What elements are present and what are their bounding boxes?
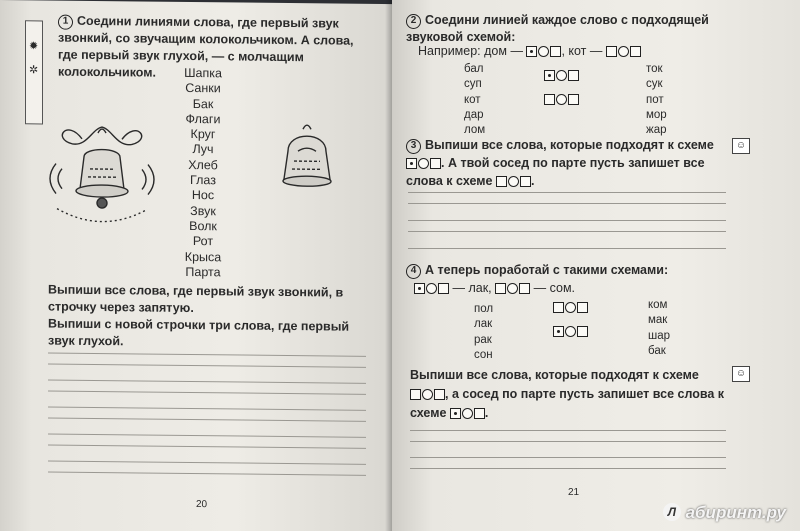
word-item: бак <box>648 344 666 357</box>
writing-line[interactable] <box>410 457 726 458</box>
silent-bell-illustration <box>272 121 342 194</box>
writing-line[interactable] <box>48 380 366 384</box>
example-b: — сом. <box>533 281 576 295</box>
word-item: Санки <box>185 81 221 96</box>
writing-line[interactable] <box>48 472 366 476</box>
scheme-square-circle-square <box>553 298 588 316</box>
task-4-body: А теперь поработай с такими схемами: <box>425 263 669 277</box>
word-item: ком <box>648 299 668 311</box>
pair-work-icon: ☺ <box>732 366 750 382</box>
task-2-right-words <box>646 62 686 138</box>
writing-line[interactable] <box>410 468 726 469</box>
writing-line[interactable] <box>48 364 366 368</box>
pair-work-icon: ☺ <box>732 138 750 154</box>
task-4-instruction <box>410 366 728 423</box>
word-item: Нос <box>191 188 215 203</box>
writing-line[interactable] <box>408 220 726 221</box>
watermark-text: абиринт.ру <box>685 503 786 522</box>
writing-line[interactable] <box>48 353 366 357</box>
word-item: суп <box>464 78 482 91</box>
bug-icon: ✲ <box>29 64 39 77</box>
scheme-square-circle-square <box>544 90 579 108</box>
word-item: Крыса <box>184 249 222 264</box>
word-item: Звук <box>190 203 216 218</box>
sun-icon: ✹ <box>29 40 39 53</box>
task-1-body: Соедини линиями слова, где первый звук звонкий, со звучащим колокольчиком. А слова, где первый звук глухой, — с молчащим колокольчиком. <box>58 13 354 80</box>
task-number: 4 <box>406 264 421 279</box>
task-4-instr-a: Выпиши все слова, которые подходят к схеме <box>410 368 699 382</box>
writing-line[interactable] <box>48 391 366 395</box>
scheme-dot-circle-square <box>450 408 485 419</box>
writing-line[interactable] <box>408 192 726 193</box>
page-number: 20 <box>196 499 208 511</box>
task-4-left-words <box>474 302 514 363</box>
ringing-bell-illustration <box>42 108 162 237</box>
example-a: — лак, <box>452 281 492 295</box>
scheme-square-circle-square <box>410 389 445 400</box>
words-list <box>168 66 238 281</box>
task-3-text <box>406 136 724 190</box>
scheme-dot-circle-square <box>553 322 588 340</box>
writing-line[interactable] <box>48 434 366 438</box>
word-item: мор <box>646 108 667 121</box>
scheme-dot-circle-square <box>544 66 579 84</box>
task-3-body-b: . А твой сосед по парте пусть запишет все слова к схеме <box>406 156 705 188</box>
task-3-body-a: Выпиши все слова, которые подходят к схеме <box>425 138 714 152</box>
scheme-square-circle-square <box>496 176 531 187</box>
page-number: 21 <box>568 487 580 498</box>
task-4-right-words <box>648 298 688 359</box>
example-prefix: Например: дом — <box>418 44 523 58</box>
side-icon-strip <box>25 20 43 124</box>
scheme-dot-circle-square <box>406 158 441 169</box>
left-page <box>0 0 392 531</box>
scheme-square-circle-square <box>495 283 530 294</box>
task-2-left-words <box>464 62 504 138</box>
word-item: Хлеб <box>188 157 218 173</box>
task-number: 1 <box>58 15 73 30</box>
word-item: Волк <box>189 218 217 234</box>
task-2-text <box>406 12 726 46</box>
word-item: пот <box>646 93 664 106</box>
task-3-body-c: . <box>530 174 535 188</box>
writing-line[interactable] <box>48 418 366 422</box>
task-number: 3 <box>406 139 421 154</box>
word-item: Луч <box>192 142 214 157</box>
scheme-dot-circle-square <box>526 46 561 57</box>
word-item: Парта <box>185 264 221 280</box>
instruction-1: Выпиши все слова, где первый звук звонкий, в строчку через запятую. <box>48 282 344 316</box>
word-item: рак <box>474 333 492 346</box>
instruction-2: Выпиши с новой строчки три слова, где первый звук глухой. <box>48 316 350 349</box>
writing-line[interactable] <box>410 441 726 442</box>
word-item: жар <box>646 124 667 137</box>
task-4-instr-c: . <box>484 406 489 420</box>
task-4-text <box>406 262 726 279</box>
word-item: Шапка <box>184 65 222 81</box>
word-item: ток <box>646 63 663 75</box>
writing-line[interactable] <box>408 248 726 249</box>
word-item: Рот <box>192 234 214 249</box>
watermark <box>663 503 786 523</box>
right-page <box>392 0 800 531</box>
task-2-example <box>418 43 641 60</box>
writing-line[interactable] <box>48 461 366 465</box>
writing-line[interactable] <box>410 430 726 431</box>
task-4-instr-b: , а сосед по парте пусть запишет все слова к схеме <box>410 387 725 420</box>
word-item: сук <box>646 78 663 91</box>
word-item: пол <box>474 303 494 315</box>
writing-line[interactable] <box>408 231 726 232</box>
word-item: лом <box>464 124 486 137</box>
example-middle: , кот — <box>561 44 603 58</box>
word-item: бал <box>464 63 484 75</box>
writing-line[interactable] <box>48 407 366 411</box>
word-item: Бак <box>192 96 214 111</box>
writing-line[interactable] <box>48 445 366 449</box>
watermark-logo-icon: Л <box>663 503 681 521</box>
word-item: Круг <box>190 127 216 142</box>
word-item: сон <box>474 348 493 361</box>
word-item: шар <box>648 329 671 342</box>
word-item: лак <box>474 318 493 331</box>
word-item: кот <box>464 93 481 106</box>
writing-line[interactable] <box>408 203 726 204</box>
task-number: 2 <box>406 14 421 29</box>
word-item: дар <box>464 108 484 121</box>
scheme-square-circle-square <box>606 46 641 57</box>
word-item: Глаз <box>190 173 216 188</box>
task-4-example <box>414 280 575 297</box>
scheme-dot-circle-square <box>414 283 449 294</box>
word-item: мак <box>648 314 668 327</box>
task-2-body: Соедини линией каждое слово с подходящей звуковой схемой: <box>406 13 709 44</box>
word-item: Флаги <box>185 111 221 127</box>
